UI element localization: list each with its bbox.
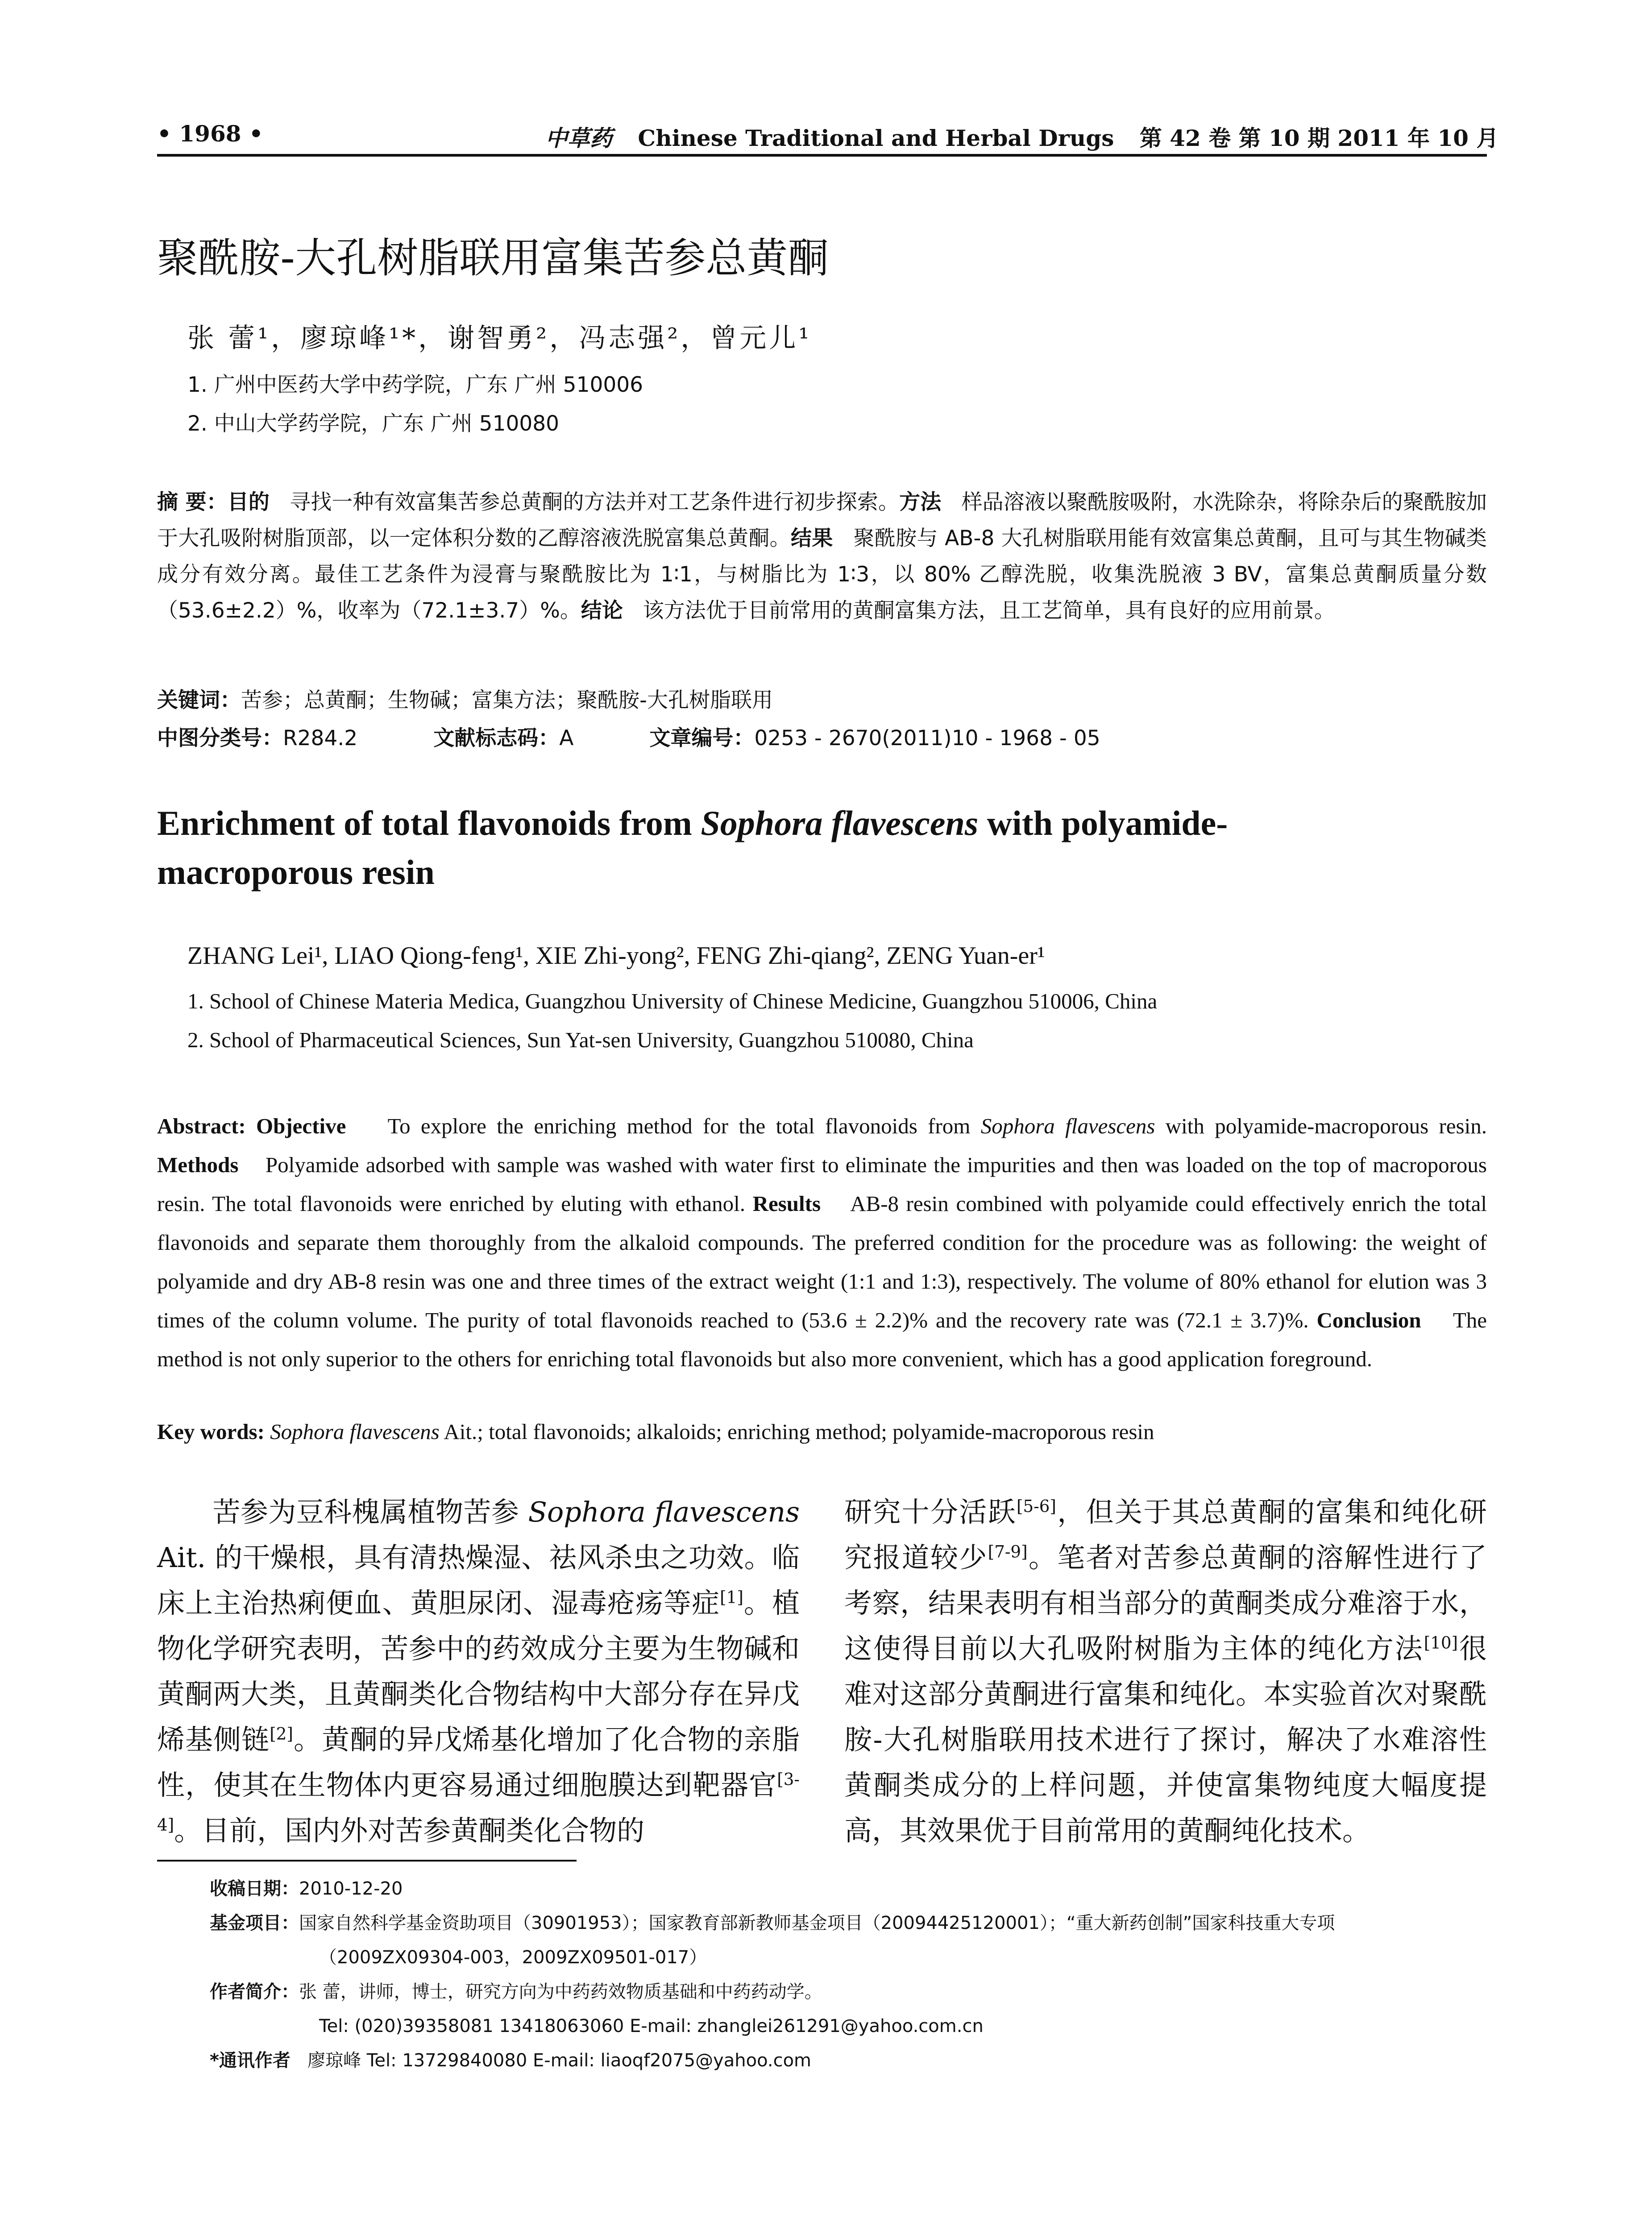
journal-name-zh: 中草药 <box>545 125 612 151</box>
body-text: 。目前，国内外对苦参黄酮类化合物的 <box>174 1814 645 1847</box>
conclusion-label-en: Conclusion <box>1316 1308 1421 1332</box>
keywords-zh-text: 苦参；总黄酮；生物碱；富集方法；聚酰胺-大孔树脂联用 <box>241 688 773 713</box>
fund-label: 基金项目： <box>210 1913 299 1933</box>
conclusion-en: The method is not only superior to the others for enriching total flavonoids but also more convenient, which has a good application foreground. <box>157 1308 1487 1371</box>
author-bio-label: 作者简介： <box>210 1982 299 2002</box>
abstract-zh-label: 摘 要： <box>157 490 228 514</box>
header-rule <box>157 154 1487 157</box>
body-text: 很难对这部分黄酮进行富集和纯化。本实验首次对聚酰胺-大孔树脂联用技术进行了探讨，解决了水难溶性黄酮类成分的上样问题，并使富集物纯度大幅度提高，其效果优于目前常用的黄酮纯化技术。 <box>844 1632 1487 1847</box>
author-bio <box>210 1975 1486 2009</box>
results-en: AB-8 resin combined with polyamide could effectively enrich the total flavonoids and separate them thoroughly from the alkaloid compounds. The preferred condition for the procedure was as following: the weight of polyamide and dry AB-8 resin was one and three times of the extract weight (1:1 and 1:3), respectively. The volume of 80% ethanol for elution was 3 times of the column volume. The purity of total flavonoids reached to (53.6 ± 2.2)% and the recovery rate was (72.1 ± 3.7)%. <box>157 1191 1487 1332</box>
authors-zh: 张 蕾¹，廖琼峰¹*，谢智勇²，冯志强²，曾元儿¹ <box>187 323 812 354</box>
article-no: 0253 - 2670(2011)10 - 1968 - 05 <box>754 726 1100 751</box>
title-en-line2: macroporous resin <box>157 853 435 892</box>
fund-info <box>210 1906 1486 1941</box>
received-date <box>210 1872 1486 1906</box>
title-en-part-c: with polyamide- <box>978 804 1228 842</box>
clc-code: R284.2 <box>283 726 358 751</box>
corresponding-label: *通讯作者 <box>210 2050 291 2071</box>
citation: [1] <box>720 1587 743 1607</box>
body-text: 研究十分活跃 <box>844 1496 1017 1528</box>
article-no-label: 文章编号： <box>649 726 755 751</box>
objective-zh: 寻找一种有效富集苦参总黄酮的方法并对工艺条件进行初步探索。 <box>290 490 900 514</box>
methods-en: Polyamide adsorbed with sample was washed with water first to eliminate the impurities and then was loaded on the top of macroporous resin. The total flavonoids were enriched by eluting with ethanol. <box>157 1153 1487 1216</box>
objective-label-zh: 目的 <box>227 490 270 514</box>
author-bio-line-2: Tel: (020)39358081 13418063060 E-mail: zhanglei261291@yahoo.com.cn <box>319 2016 984 2036</box>
title-en <box>157 799 1487 897</box>
page-number: • 1968 • <box>157 120 263 147</box>
affiliation-en-2: 2. School of Pharmaceutical Sciences, Sun Yat-sen University, Guangzhou 510080, China <box>187 1028 974 1052</box>
keywords-en-label: Key words: <box>157 1419 265 1444</box>
body-text: 。黄酮的异戊烯基化增加了化合物的亲脂性，使其在生物体内更容易通过细胞膜达到靶器官 <box>157 1723 800 1801</box>
footnotes <box>210 1872 1486 2078</box>
objective-en-species: Sophora flavescens <box>980 1114 1155 1138</box>
keywords-en-species: Sophora flavescens <box>270 1419 440 1444</box>
keywords-en-text: Ait.; total flavonoids; alkaloids; enriching method; polyamide-macroporous resin <box>439 1419 1154 1444</box>
citation: [5-6] <box>1017 1496 1056 1516</box>
title-en-species: Sophora flavescens <box>701 804 979 842</box>
clc-label: 中图分类号： <box>157 726 283 751</box>
classification-zh <box>157 722 1100 751</box>
affiliation-zh-1: 1. 广州中医药大学中药学院，广东 广州 510006 <box>187 373 643 397</box>
citation: [3-4] <box>157 1769 800 1835</box>
received-value: 2010-12-20 <box>299 1879 403 1899</box>
doc-code-label: 文献标志码： <box>433 726 560 751</box>
abstract-en <box>157 1107 1487 1378</box>
conclusion-label-zh: 结论 <box>581 598 623 623</box>
results-label-en: Results <box>752 1191 821 1216</box>
title-zh: 聚酰胺-大孔树脂联用富集苦参总黄酮 <box>157 234 829 282</box>
conclusion-zh: 该方法优于目前常用的黄酮富集方法，且工艺简单，具有良好的应用前景。 <box>643 598 1335 623</box>
footnote-rule <box>157 1860 577 1862</box>
abstract-en-label: Abstract: Objective <box>157 1114 346 1138</box>
citation: [2] <box>270 1724 293 1744</box>
author-bio-line-1: 张 蕾，讲师，博士，研究方向为中药药效物质基础和中药药动学。 <box>299 1982 822 2002</box>
affiliation-zh-2: 2. 中山大学药学院，广东 广州 510080 <box>187 411 560 436</box>
corresponding-author <box>210 2044 1486 2078</box>
keywords-en <box>157 1419 1154 1444</box>
body-column-right <box>844 1489 1487 1854</box>
authors-en: ZHANG Lei¹, LIAO Qiong-feng¹, XIE Zhi-yong², FENG Zhi-qiang², ZENG Yuan-er¹ <box>187 942 1045 970</box>
results-zh: 聚酰胺与 AB-8 大孔树脂联用能有效富集总黄酮，且可与其生物碱类成分有效分离。最佳工艺条件为浸膏与聚酰胺比为 1∶1，与树脂比为 1∶3，以 80% 乙醇洗脱，收集洗脱液 3 BV，富集总黄酮质量分数（53.6±2.2）%，收率为（72.1±3.7）%。 <box>157 526 1487 623</box>
methods-label-zh: 方法 <box>899 490 942 514</box>
corresponding-info: 廖琼峰 Tel: 13729840080 E-mail: liaoqf2075@yahoo.com <box>307 2050 812 2071</box>
body-text: 。植物化学研究表明，苦参中的药效成分主要为生物碱和黄酮两大类，且黄酮类化合物结构中大部分存在异戊烯基侧链 <box>157 1587 800 1756</box>
received-label: 收稿日期： <box>210 1879 299 1899</box>
fund-line-1: 国家自然科学基金资助项目（30901953）；国家教育部新教师基金项目（20094425120001）；“重大新药创制”国家科技重大专项 <box>299 1913 1335 1933</box>
journal-line <box>545 120 1498 153</box>
citation: [7-9] <box>988 1542 1028 1562</box>
citation: [10] <box>1424 1633 1458 1653</box>
running-header <box>157 117 1499 157</box>
affiliation-en-1: 1. School of Chinese Materia Medica, Guangzhou University of Chinese Medicine, Guangzhou 510006, China <box>187 989 1158 1013</box>
results-label-zh: 结果 <box>791 526 833 551</box>
body-text: Ait. 的干燥根，具有清热燥湿、祛风杀虫之功效。临床上主治热痢便血、黄胆尿闭、湿毒疮疡等症 <box>157 1541 800 1619</box>
body-species: Sophora flavescens <box>528 1496 800 1528</box>
keywords-zh-label: 关键词： <box>157 688 241 713</box>
abstract-zh <box>157 484 1487 629</box>
fund-line-2: （2009ZX09304-003，2009ZX09501-017） <box>319 1947 707 1968</box>
body-text: 苦参为豆科槐属植物苦参 <box>212 1496 528 1528</box>
title-en-part-a: Enrichment of total flavonoids from <box>157 804 701 842</box>
objective-en-a: To explore the enriching method for the total flavonoids from <box>387 1114 981 1138</box>
objective-en-b: with polyamide-macroporous resin. <box>1155 1114 1487 1138</box>
body-column-left <box>157 1489 800 1854</box>
body-text: ，但关于其总黄酮的富集和纯化研究报道较少 <box>844 1496 1487 1574</box>
keywords-zh <box>157 684 773 713</box>
issue-info: 第 42 卷 第 10 期 2011 年 10 月 <box>1139 125 1499 151</box>
doc-code: A <box>559 726 574 751</box>
methods-label-en: Methods <box>157 1153 239 1177</box>
journal-name-en: Chinese Traditional and Herbal Drugs <box>638 125 1114 151</box>
body-text: 。笔者对苦参总黄酮的溶解性进行了考察，结果表明有相当部分的黄酮类成分难溶于水，这使得目前以大孔吸附树脂为主体的纯化方法 <box>844 1541 1487 1665</box>
methods-zh: 样品溶液以聚酰胺吸附，水洗除杂，将除杂后的聚酰胺加于大孔吸附树脂顶部，以一定体积分数的乙醇溶液洗脱富集总黄酮。 <box>157 490 1487 551</box>
